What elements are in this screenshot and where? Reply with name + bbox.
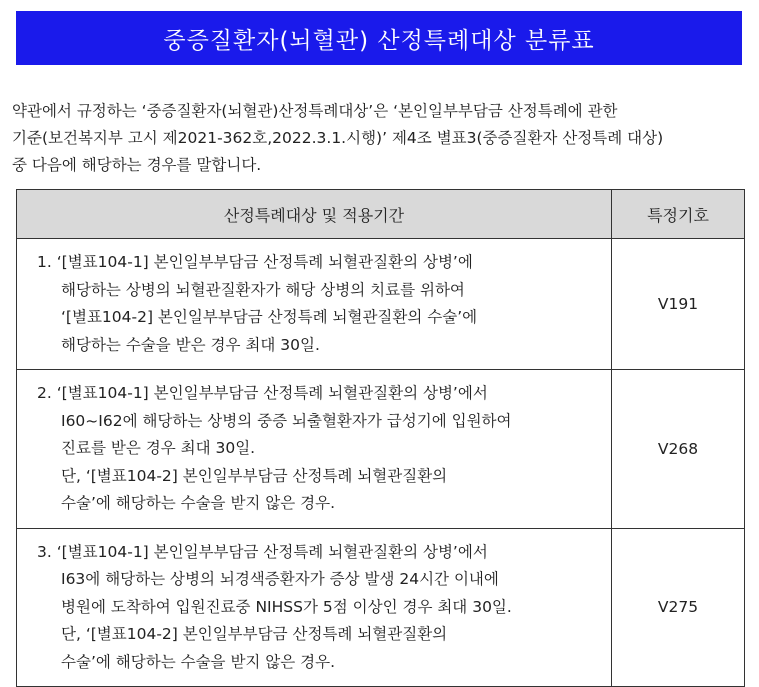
intro-line: 중 다음에 해당하는 경우를 말합니다.	[12, 156, 262, 174]
criteria-line: 1. ‘[별표104-1] 본인일부부담금 산정특례 뇌혈관질환의 상병’에	[37, 253, 473, 271]
table-row	[17, 528, 745, 687]
code-cell: V191	[612, 239, 745, 370]
criteria-cell	[17, 528, 612, 687]
intro-paragraph	[12, 98, 752, 179]
criteria-line: I60~I62에 해당하는 상병의 중증 뇌출혈환자가 급성기에 입원하여	[61, 411, 512, 430]
criteria-line: I63에 해당하는 상병의 뇌경색증환자가 증상 발생 24시간 이내에	[61, 570, 499, 588]
criteria-line: 해당하는 수술을 받은 경우 최대 30일.	[61, 335, 320, 354]
table-header-row	[17, 190, 745, 239]
criteria-line: ‘[별표104-2] 본인일부부담금 산정특례 뇌혈관질환의 수술’에	[61, 308, 478, 326]
table-row	[17, 239, 745, 370]
criteria-line: 해당하는 상병의 뇌혈관질환자가 해당 상병의 치료를 위하여	[61, 280, 465, 299]
criteria-line: 수술’에 해당하는 수술을 받지 않은 경우.	[61, 652, 336, 671]
criteria-line: 병원에 도착하여 입원진료중 NIHSS가 5점 이상인 경우 최대 30일.	[61, 597, 512, 616]
intro-line: 약관에서 규정하는 ‘중증질환자(뇌혈관)산정특례대상’은 ‘본인일부부담금 산정특례에 관한	[12, 102, 618, 120]
code-cell: V275	[612, 528, 745, 687]
criteria-line: 진료를 받은 경우 최대 30일.	[61, 439, 256, 457]
header-code: 특정기호	[612, 190, 745, 239]
classification-table	[16, 189, 745, 687]
criteria-cell	[17, 370, 612, 529]
criteria-line: 단, ‘[별표104-2] 본인일부부담금 산정특례 뇌혈관질환의	[61, 625, 448, 643]
criteria-line: 2. ‘[별표104-1] 본인일부부담금 산정특례 뇌혈관질환의 상병’에서	[37, 384, 488, 402]
criteria-cell	[17, 239, 612, 370]
table-row	[17, 370, 745, 529]
criteria-line: 3. ‘[별표104-1] 본인일부부담금 산정특례 뇌혈관질환의 상병’에서	[37, 542, 488, 561]
criteria-line: 단, ‘[별표104-2] 본인일부부담금 산정특례 뇌혈관질환의	[61, 466, 448, 485]
code-cell: V268	[612, 370, 745, 529]
header-criteria: 산정특례대상 및 적용기간	[17, 190, 612, 239]
intro-line: 기준(보건복지부 고시 제2021-362호,2022.3.1.시행)’ 제4조 별표3(중증질환자 산정특례 대상)	[12, 129, 664, 147]
page-title: 중증질환자(뇌혈관) 산정특례대상 분류표	[16, 11, 742, 65]
criteria-line: 수술’에 해당하는 수술을 받지 않은 경우.	[61, 494, 336, 512]
